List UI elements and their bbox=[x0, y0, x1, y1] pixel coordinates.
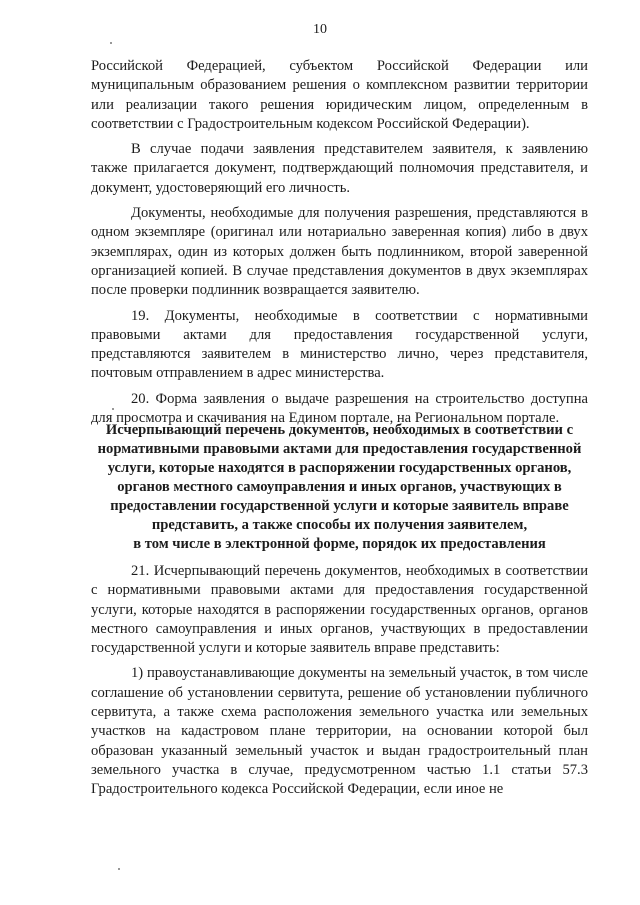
paragraph-documents-copies: Документы, необходимые для получения разрешения, представляются в одном экземпляре (оригинал или нотариально заверенная копия) либо в двух экземплярах, один из которых должен быть подлинником, второй заверенной организацией копией. В случае представления документов в двух экземплярах после проверки подлинник возвращается заявителю. bbox=[91, 205, 588, 299]
heading-line: услуги, которые находятся в распоряжении государственных органов, bbox=[107, 460, 572, 476]
paragraph-21-item-1: 1) правоустанавливающие документы на земельный участок, в том числе соглашение об установлении сервитута, решение об установлении публичного сервитута, а также схема расположения земельного участка или земельных участков на кадастровом плане территории, на основании которой был образован указанный земельный участок и выдан градостроительный план земельного участка в случае, предусмотренном частью 1.1 статьи 57.3 Градостроительного кодекса Российской Федерации, если иное не bbox=[91, 665, 588, 798]
paragraph-19: 19. Документы, необходимые в соответствии с нормативными правовыми актами для предоставления государственной услуги, представляются заявителем в министерство лично, через представителя, почтовым отправлением в адрес министерства. bbox=[91, 307, 588, 382]
section-heading bbox=[91, 421, 588, 554]
heading-line: представить, а также способы их получения заявителем, bbox=[151, 517, 528, 533]
body-text-top bbox=[91, 57, 588, 428]
scan-speck bbox=[112, 408, 114, 410]
heading-line: в том числе в электронной форме, порядок их предоставления bbox=[133, 536, 546, 552]
page-number: 10 bbox=[313, 22, 327, 37]
paragraph-20: 20. Форма заявления о выдаче разрешения на строительство доступна для просмотра и скачивания на Едином портале, на Региональном портале. bbox=[91, 390, 588, 427]
body-text-bottom bbox=[91, 562, 588, 800]
paragraph-21: 21. Исчерпывающий перечень документов, необходимых в соответствии с нормативными правовыми актами для предоставления государственной услуги, которые находятся в распоряжении государственных органов, органов местного самоуправления и иных органов, участвующих в предоставлении государственной услуги и которые заявитель вправе представить: bbox=[91, 563, 588, 657]
heading-line: Исчерпывающий перечень документов, необходимых в соответствии с bbox=[105, 422, 574, 438]
scan-speck bbox=[118, 868, 120, 870]
paragraph-continuation: Российской Федерацией, субъектом Российской Федерации или муниципальным образованием решения о комплексном развитии территории или реализации такого решения юридическим лицом, определенным в соответствии с Градостроительным кодексом Российской Федерации). bbox=[91, 58, 588, 132]
heading-line: органов местного самоуправления и иных органов, участвующих в bbox=[117, 479, 562, 495]
heading-line: нормативными правовыми актами для предоставления государственной bbox=[97, 441, 582, 457]
paragraph-representative: В случае подачи заявления представителем заявителя, к заявлению также прилагается документ, подтверждающий полномочия представителя, и документ, удостоверяющий его личность. bbox=[91, 141, 588, 196]
heading-line: предоставлении государственной услуги и которые заявитель вправе bbox=[110, 498, 569, 514]
scan-speck bbox=[110, 42, 112, 44]
